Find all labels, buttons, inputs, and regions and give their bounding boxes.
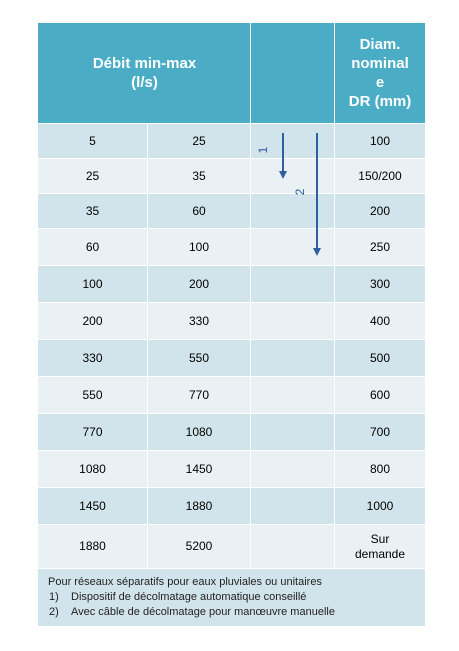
arrow-cell xyxy=(251,340,335,376)
note-item xyxy=(48,605,425,620)
max-flow-cell: 200 xyxy=(148,266,251,302)
arrow-cell xyxy=(251,229,335,265)
min-flow-cell: 770 xyxy=(38,414,148,450)
max-flow-cell: 35 xyxy=(148,159,251,193)
min-flow-cell: 35 xyxy=(38,194,148,228)
diameter-cell: 200 xyxy=(369,203,391,218)
diameter-cell: 400 xyxy=(369,313,391,328)
diameter-cell: 150/200 xyxy=(358,168,402,183)
table-row xyxy=(38,450,425,487)
min-flow-cell: 550 xyxy=(38,377,148,413)
arrow-cell xyxy=(251,194,335,228)
arrow-1-label: 1 xyxy=(256,146,271,154)
max-flow-cell: 770 xyxy=(148,377,251,413)
note-number: 2) xyxy=(49,606,59,618)
min-flow-cell: 100 xyxy=(38,266,148,302)
diameter-cell: 600 xyxy=(369,387,391,402)
max-flow-cell: 1880 xyxy=(148,488,251,524)
min-flow-cell: 330 xyxy=(38,340,148,376)
arrow-cell xyxy=(251,377,335,413)
table-row xyxy=(38,339,425,376)
max-flow-cell: 5200 xyxy=(148,525,251,568)
flow-header-title: Débit min-max xyxy=(92,55,197,72)
diameter-cell: 100 xyxy=(369,133,391,148)
table-row xyxy=(38,376,425,413)
diameter-header-line3: e xyxy=(375,74,385,91)
table-row xyxy=(38,265,425,302)
max-flow-cell: 60 xyxy=(148,194,251,228)
table-row xyxy=(38,487,425,524)
arrow-column-header xyxy=(251,23,335,123)
min-flow-cell: 60 xyxy=(38,229,148,265)
max-flow-cell: 330 xyxy=(148,303,251,339)
diameter-cell: 700 xyxy=(369,424,391,439)
arrow-cell xyxy=(251,303,335,339)
note-item xyxy=(48,590,425,605)
flow-header xyxy=(38,23,251,123)
diameter-cell: 500 xyxy=(369,350,391,365)
arrow-cell xyxy=(251,451,335,487)
min-flow-cell: 200 xyxy=(38,303,148,339)
arrow-cell xyxy=(251,266,335,302)
diameter-header xyxy=(335,23,425,123)
arrow-cell xyxy=(251,159,335,196)
diameter-header-line2: nominal xyxy=(351,55,409,72)
header-divider xyxy=(250,23,251,123)
table-row xyxy=(38,123,425,158)
min-flow-cell: 5 xyxy=(38,124,148,158)
max-flow-cell: 1080 xyxy=(148,414,251,450)
max-flow-cell: 1450 xyxy=(148,451,251,487)
diameter-header-line1: Diam. xyxy=(359,36,401,53)
notes-box xyxy=(38,568,425,626)
min-flow-cell: 1080 xyxy=(38,451,148,487)
header-divider xyxy=(334,23,335,123)
max-flow-cell: 100 xyxy=(148,229,251,265)
diameter-cell: 250 xyxy=(369,239,391,254)
diameter-cell xyxy=(335,525,425,568)
table-row xyxy=(38,302,425,339)
max-flow-cell: 550 xyxy=(148,340,251,376)
arrow-2-label: 2 xyxy=(293,188,308,196)
sizing-table xyxy=(38,23,425,626)
arrow-cell xyxy=(251,525,335,568)
notes-intro: Pour réseaux séparatifs pour eaux pluviales ou unitaires xyxy=(48,576,322,588)
table-row xyxy=(38,158,425,196)
diameter-line2: demande xyxy=(354,546,406,561)
note-text: Avec câble de décolmatage pour manœuvre manuelle xyxy=(71,606,335,618)
table-row xyxy=(38,193,425,228)
diameter-cell: 300 xyxy=(369,276,391,291)
table-row xyxy=(38,413,425,450)
table-row xyxy=(38,524,425,568)
note-text: Dispositif de décolmatage automatique conseillé xyxy=(71,591,307,603)
min-flow-cell: 1450 xyxy=(38,488,148,524)
diameter-cell: 800 xyxy=(369,461,391,476)
note-number: 1) xyxy=(49,591,59,603)
table-row xyxy=(38,228,425,265)
arrow-cell xyxy=(251,124,335,158)
arrow-cell xyxy=(251,414,335,450)
min-flow-cell: 1880 xyxy=(38,525,148,568)
diameter-header-line4: DR (mm) xyxy=(348,93,412,110)
arrow-cell xyxy=(251,488,335,524)
max-flow-cell: 25 xyxy=(148,124,251,158)
diameter-line1: Sur xyxy=(370,531,390,546)
diameter-cell: 1000 xyxy=(366,498,394,513)
min-flow-cell: 25 xyxy=(38,159,148,193)
flow-header-unit: (l/s) xyxy=(131,74,158,91)
